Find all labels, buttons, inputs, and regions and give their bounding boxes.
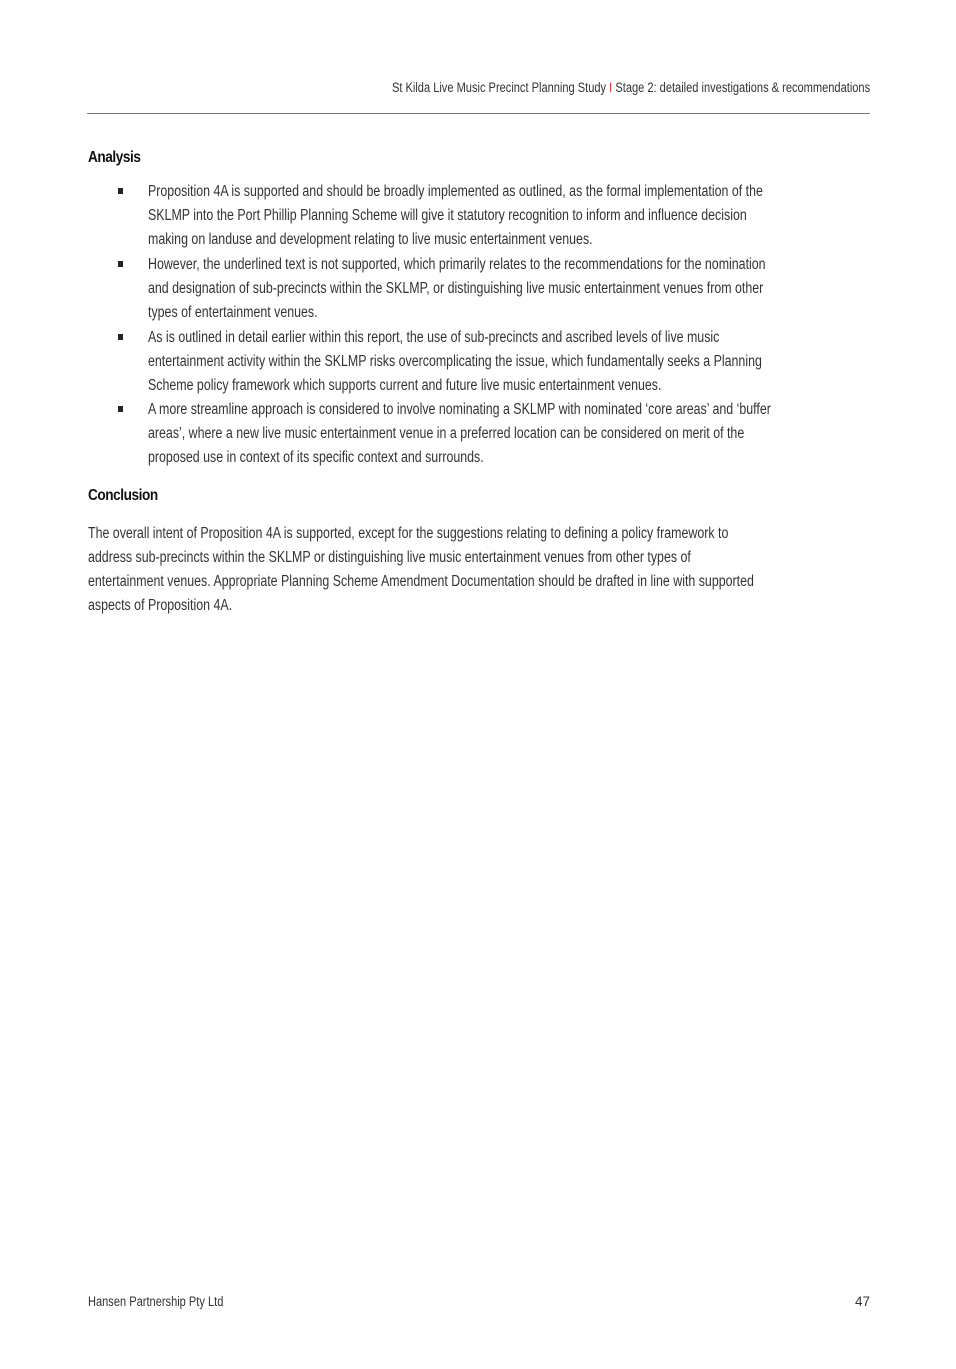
header-title: St Kilda Live Music Precinct Planning Study	[391, 80, 606, 95]
bullet-icon	[118, 188, 123, 194]
conclusion-line-2: address sub-precincts within the SKLMP or distinguishing live music entertainment venues from other types of	[88, 549, 691, 566]
running-header	[287, 80, 870, 95]
header-rule	[87, 113, 870, 114]
header-separator: I	[609, 80, 613, 95]
page-number: 47	[854, 1294, 870, 1309]
analysis-heading: Analysis	[88, 149, 141, 166]
conclusion-line-1: The overall intent of Proposition 4A is supported, except for the suggestions relating to defining a policy framework to	[88, 525, 729, 542]
analysis-bullet-3-line-3: Scheme policy framework which supports current and future live music entertainment venues.	[148, 377, 662, 394]
header-subtitle: Stage 2: detailed investigations & recommendations	[615, 80, 870, 95]
analysis-bullet-3-line-1: As is outlined in detail earlier within this report, the use of sub-precincts and ascribed levels of live music	[148, 329, 720, 346]
conclusion-heading: Conclusion	[88, 487, 158, 504]
conclusion-line-3: entertainment venues. Appropriate Planning Scheme Amendment Documentation should be drafted in line with supported	[88, 573, 754, 590]
analysis-bullet-4-line-3: proposed use in context of its specific context and surrounds.	[148, 449, 484, 466]
footer-company: Hansen Partnership Pty Ltd	[88, 1294, 224, 1309]
bullet-icon	[118, 406, 123, 412]
analysis-bullet-4-line-2: areas’, where a new live music entertainment venue in a preferred location can be considered on merit of the	[148, 425, 745, 442]
conclusion-line-4: aspects of Proposition 4A.	[88, 597, 233, 614]
bullet-icon	[118, 334, 123, 340]
analysis-bullet-1-line-3: making on landuse and development relating to live music entertainment venues.	[148, 231, 593, 248]
analysis-bullet-1-line-1: Proposition 4A is supported and should be broadly implemented as outlined, as the formal implementation of the	[148, 183, 763, 200]
analysis-bullet-1-line-2: SKLMP into the Port Phillip Planning Scheme will give it statutory recognition to inform and influence decision	[148, 207, 747, 224]
analysis-bullet-2-line-2: and designation of sub-precincts within the SKLMP, or distinguishing live music entertainment venues from other	[148, 280, 764, 297]
analysis-bullet-4-line-1: A more streamline approach is considered to involve nominating a SKLMP with nominated ‘core areas’ and ‘buffer	[148, 401, 771, 418]
analysis-bullet-3-line-2: entertainment activity within the SKLMP risks overcomplicating the issue, which fundamentally seeks a Planning	[148, 353, 762, 370]
bullet-icon	[118, 261, 123, 267]
analysis-bullet-2-line-3: types of entertainment venues.	[148, 304, 318, 321]
analysis-bullet-2-line-1: However, the underlined text is not supported, which primarily relates to the recommendations for the nomination	[148, 256, 766, 273]
